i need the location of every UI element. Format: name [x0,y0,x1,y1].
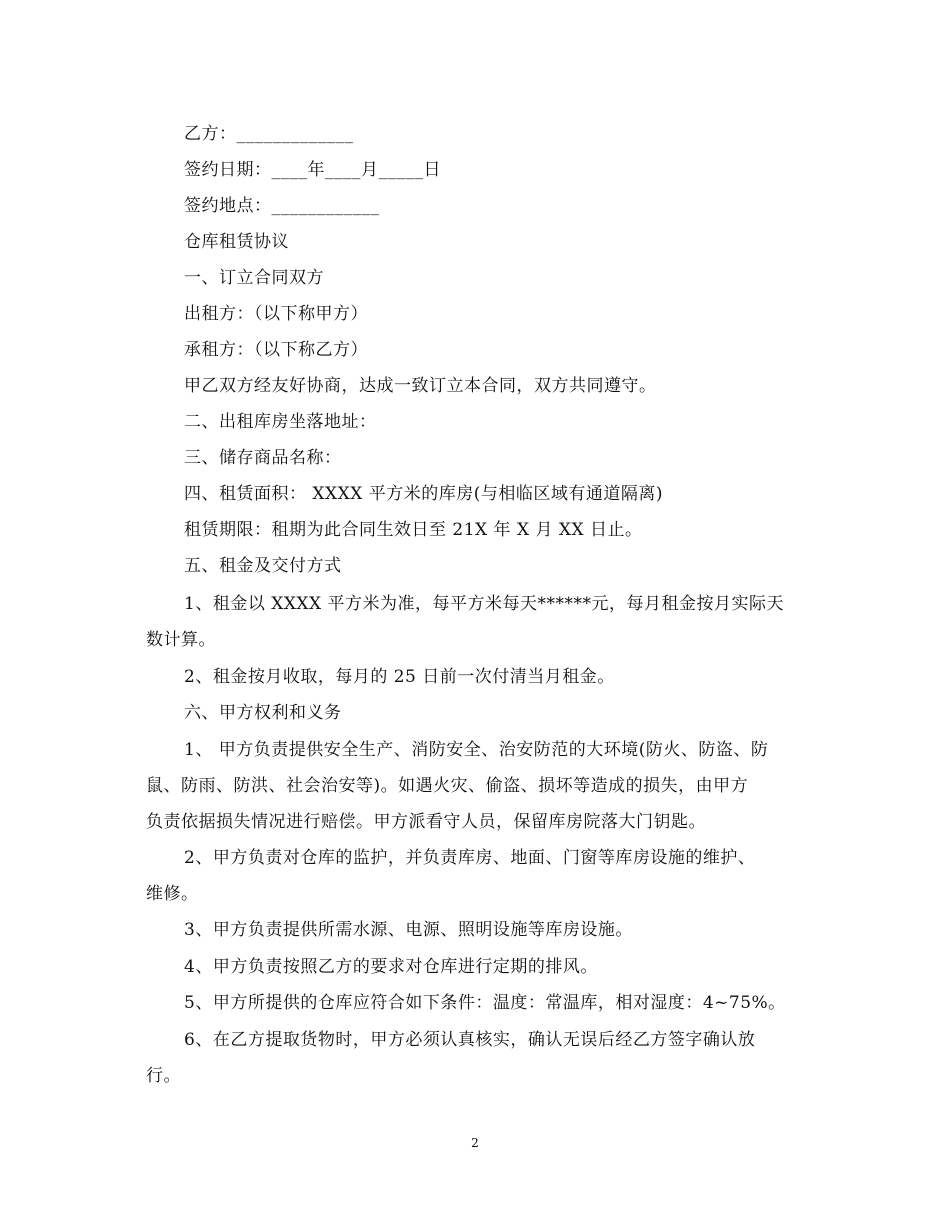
paragraph-line: 4、甲方负责按照乙方的要求对仓库进行定期的排风。 [184,957,598,977]
paragraph-line: 6、在乙方提取货物时，甲方必须认真核实，确认无误后经乙方签字确认放 [184,1030,756,1050]
paragraph-line: 行。 [146,1066,181,1086]
section-heading: 四、租赁面积： XXXX 平方米的库房(与相临区域有通道隔离) [184,484,663,504]
section-heading: 五、租金及交付方式 [184,556,342,576]
paragraph-line: 1、 甲方负责提供安全生产、消防安全、治安防范的大环境(防火、防盗、防 [184,740,769,760]
party-b-line: 乙方：_____________ [184,124,354,144]
section-heading: 三、储存商品名称： [184,448,342,468]
paragraph-line: 鼠、防雨、防洪、社会治安等)。如遇火灾、偷盗、损坏等造成的损失，由甲方 [146,776,749,796]
paragraph-line: 2、甲方负责对仓库的监护，并负责库房、地面、门窗等库房设施的维护、 [184,848,756,868]
paragraph-line: 5、甲方所提供的仓库应符合如下条件：温度：常温库，相对湿度：4~75%。 [184,993,786,1013]
paragraph-line: 1、租金以 XXXX 平方米为准，每平方米每天******元，每月租金按月实际天 [184,594,785,614]
signing-date-line: 签约日期：____年____月_____日 [184,160,441,180]
paragraph-line: 3、甲方负责提供所需水源、电源、照明设施等库房设施。 [184,920,633,940]
paragraph-line: 甲乙双方经友好协商，达成一致订立本合同，双方共同遵守。 [184,376,657,396]
section-heading: 一、订立合同双方 [184,268,324,288]
section-heading: 二、出租库房坐落地址： [184,412,377,432]
paragraph-line: 负责依据损失情况进行赔偿。甲方派看守人员，保留库房院落大门钥匙。 [146,812,706,832]
paragraph-line: 租赁期限：租期为此合同生效日至 21X 年 X 月 XX 日止。 [184,520,643,540]
section-heading: 六、甲方权利和义务 [184,703,342,723]
page-number: 2 [471,1136,479,1150]
signing-place-line: 签约地点：____________ [184,196,380,216]
agreement-title: 仓库租赁协议 [184,232,289,252]
paragraph-line: 数计算。 [146,630,216,650]
lessee-line: 承租方：（以下称乙方） [184,340,368,360]
lessor-line: 出租方：（以下称甲方） [184,304,368,324]
paragraph-line: 2、租金按月收取，每月的 25 日前一次付清当月租金。 [184,667,615,687]
paragraph-line: 维修。 [146,884,199,904]
